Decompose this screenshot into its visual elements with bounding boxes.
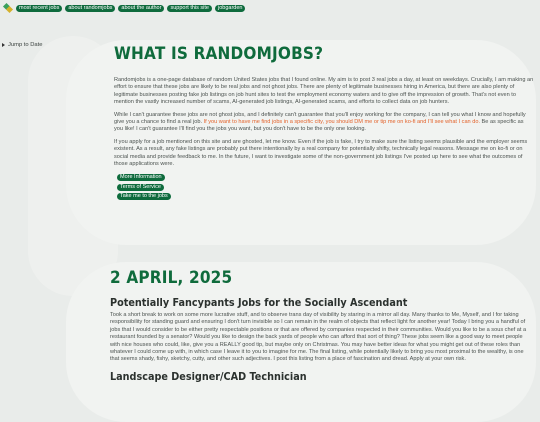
top-navigation	[4, 4, 245, 12]
day-date-heading: 2 APRIL, 2025	[110, 268, 233, 288]
job-group-description: Took a short break to work on some more lucrative stuff, and to observe trans day of visibility by staring in a mirror all day. Many thanks to Me, Myself, and I for taking responsibility for standing guard and ensuring I don't turn invisible so I can remain in the realm of objects that reflect light for another year! Today I bring you a handful of jobs that I would consider to be either pretty respectable positions or that are offered by companies respected in their communities. Would you like to be a sous chef at a restaurant founded by a senator? Would you like to design the back yards of people who can afford that sort of thing? These jobs seem like a good way to meet people with nice houses who could, like, give you a REALLY good tip, but maybe only on Christmas. You may have better ideas for what you might get out of these roles than whatever I could come up with, in which case I leave it to you to imagine for me. The final listing, while potentially likely to bring you most proximal to the wealthy, is one that seems shady, fishy, sketchy, cutty, and other such adjectives. I post this listing from a place of fascination and dread. Apply at your own risk.	[110, 312, 527, 363]
nav-support-this-site[interactable]: support this site	[167, 5, 212, 12]
about-paragraph-2	[114, 112, 534, 134]
about-section	[114, 44, 534, 203]
about-paragraph-2-end: Be as specific as you like! I can't guarantee I'll find you the jobs you want, but you don't have to be the only one looking.	[114, 119, 524, 133]
nav-about-randomjobs[interactable]: about randomjobs	[65, 5, 115, 12]
nav-most-recent-jobs[interactable]: most recent jobs	[16, 5, 62, 12]
take-me-to-jobs-button[interactable]: Take me to the jobs	[117, 193, 171, 200]
jump-to-date-toggle[interactable]	[2, 42, 42, 48]
disclosure-triangle-icon	[2, 43, 5, 47]
about-paragraph-1: Randomjobs is a one-page database of random United States jobs that I found online. My aim is to post 3 real jobs a day, at least on weekdays. Crucially, I am making an effort to ensure that these jobs are likely to be real jobs and not ghost jobs. There are plenty of legitimate businesses hiring in America, but there are also plenty of legitimate businesses posting fake job listings on job hunt sites to test the employment economy waters and to give off the impression of growth. That's not even to mention the vastly increased number of scams, AI-generated job listings, AI-generated scams, and efforts to collect data on job hunters.	[114, 77, 534, 106]
nav-about-the-author[interactable]: about the author	[118, 5, 164, 12]
city-request-link[interactable]: If you want to have me find jobs in a specific city, you should DM me or tip me on ko-fi and I'll see what I can do.	[203, 119, 480, 126]
nav-jobgarden[interactable]: jobgarden	[215, 5, 245, 12]
job-title: Landscape Designer/CAD Technician	[110, 370, 307, 383]
about-paragraph-2-start: While I can't guarantee these jobs are not ghost jobs, and I definitely can't guarantee that you'll enjoy working for the company, I can tell you what I know and hopefully give you a chance to find a real job.	[114, 111, 526, 126]
more-information-button[interactable]: More Information	[117, 174, 165, 181]
about-paragraph-3: If you apply for a job mentioned on this site and are ghosted, let me know. Even if the job is fake, I try to make sure the listing seems plausible and the employer seems existent. As a result, any fake listings are probably put there intentionally by a real company for potentially shifty, technically legal reasons. Message me on ko-fi or on social media and provide feedback to me. In the future, I want to investigate some of the non-government job listings I've posted up here to see what the outcomes of those applications were.	[114, 138, 528, 168]
about-title: WHAT IS RANDOMJOBS?	[114, 44, 324, 64]
job-group-title: Potentially Fancypants Jobs for the Socially Ascendant	[110, 297, 408, 309]
jump-to-date-label: Jump to Date	[8, 42, 43, 48]
day-section	[110, 268, 530, 383]
site-logo-icon[interactable]	[4, 4, 12, 12]
terms-of-service-button[interactable]: Terms of Service	[117, 184, 164, 191]
